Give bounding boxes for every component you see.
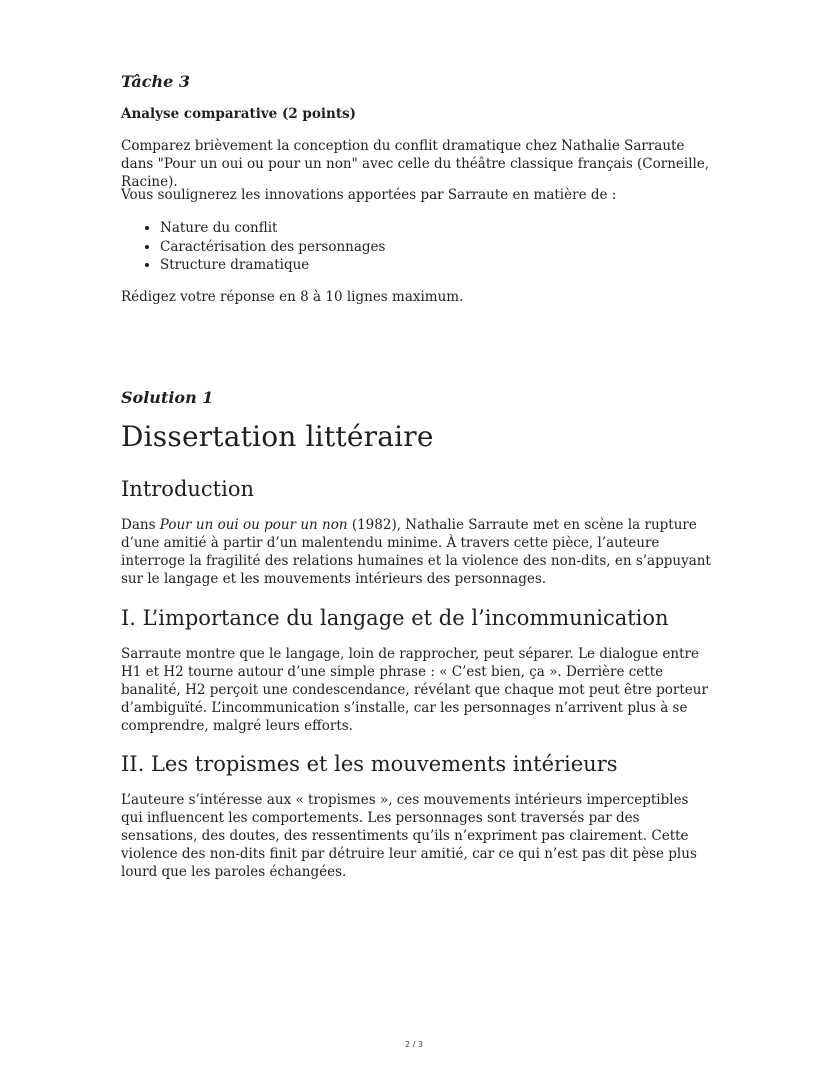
part1-heading: I. L’importance du langage et de l’incommunication (121, 606, 669, 630)
list-item: • Nature du conflit (160, 219, 385, 238)
intro-text-start: Dans (121, 517, 160, 533)
task-paragraph-2: Vous soulignerez les innovations apportées par Sarraute en matière de : (121, 187, 617, 203)
part2-paragraph: L’auteure s’intéresse aux « tropismes », ces mouvements intérieurs imperceptibles qui influencent les comportements. Les personnages sont traversés par des sensations, des doutes, des ressentiments qu’ils n’expriment pas clairement. Cette violence des non-dits finit par détruire leur amitié, car ce qui n’est pas dit pèse plus lourd que les paroles échangées. (121, 792, 697, 880)
solution-title: Dissertation littéraire (121, 420, 434, 453)
list-item: • Caractérisation des personnages (160, 238, 385, 257)
task-bullet-list (121, 219, 385, 275)
intro-paragraph (121, 516, 711, 588)
task-title: Tâche 3 (121, 72, 190, 91)
list-item: • Structure dramatique (160, 256, 385, 275)
solution-label: Solution 1 (121, 388, 214, 407)
part2-heading: II. Les tropismes et les mouvements intérieurs (121, 752, 618, 776)
part1-paragraph: Sarraute montre que le langage, loin de rapprocher, peut séparer. Le dialogue entre H1 et H2 tourne autour d’une simple phrase : « C’est bien, ça ». Derrière cette banalité, H2 perçoit une condescendance, révélant que chaque mot peut être porteur d’ambiguïté. L’incommunication s’installe, car les personnages n’arrivent plus à se comprendre, malgré leurs efforts. (121, 646, 708, 734)
intro-text-rest: (1982), Nathalie Sarraute met en scène la rupture d’une amitié à partir d’un malentendu minime. À travers cette pièce, l’auteure interroge la fragilité des relations humaines et la violence des non-dits, en s’appuyant sur le langage et les mouvements intérieurs des personnages. (121, 517, 711, 587)
task-paragraph-1: Comparez brièvement la conception du conflit dramatique chez Nathalie Sarraute dans "Pour un oui ou pour un non" avec celle du théâtre classique français (Corneille, Racine). (121, 138, 710, 190)
intro-heading: Introduction (121, 477, 254, 501)
task-paragraph-3: Rédigez votre réponse en 8 à 10 lignes maximum. (121, 289, 464, 305)
page-number: 2 / 3 (405, 1040, 423, 1049)
play-title: Pour un oui ou pour un non (159, 517, 348, 533)
task-subtitle: Analyse comparative (2 points) (121, 106, 357, 122)
